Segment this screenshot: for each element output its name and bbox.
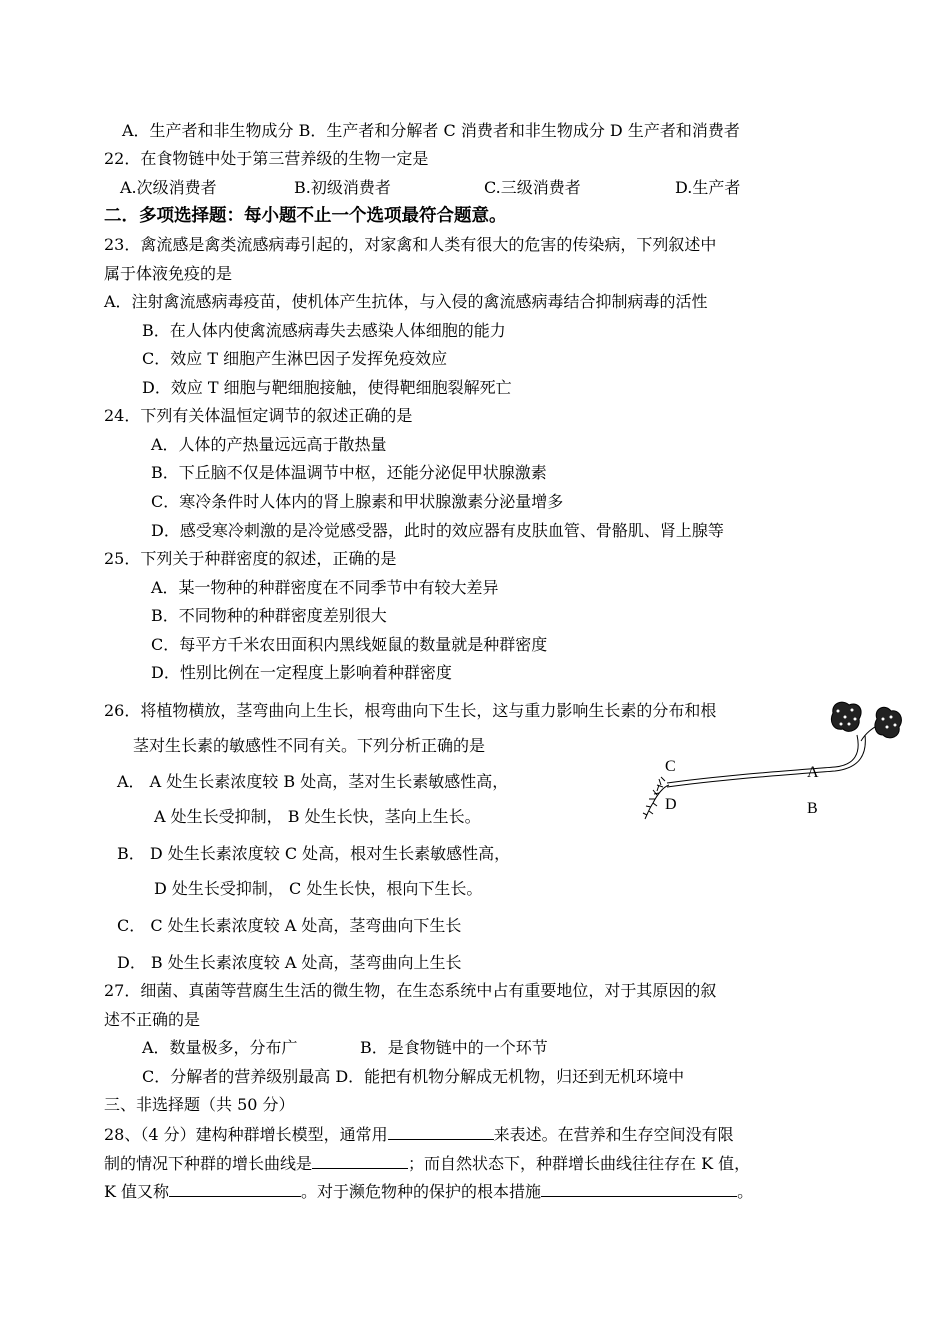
q24-option-c: C．寒冷条件时人体内的肾上腺素和甲状腺激素分泌量增多 [151, 492, 564, 511]
q27-stem-line1: 27．细菌、真菌等营腐生生活的微生物，在生态系统中占有重要地位，对于其原因的叙 [104, 981, 717, 1000]
q28-line1 [104, 1123, 734, 1146]
q26-stem-line2: 茎对生长素的敏感性不同有关。下列分析正确的是 [133, 736, 486, 755]
q28-line1-part2: 来表述。在营养和生存空间没有限 [493, 1125, 734, 1144]
q26-stem-line1: 26．将植物横放，茎弯曲向上生长，根弯曲向下生长，这与重力影响生长素的分布和根 [104, 701, 717, 720]
q23-stem-line2: 属于体液免疫的是 [104, 264, 233, 283]
q27-option-b: B．是食物链中的一个环节 [360, 1038, 548, 1057]
q22-option-d: D.生产者 [675, 178, 741, 197]
q26-option-d: D． B 处生长素浓度较 A 处高，茎弯曲向上生长 [117, 953, 462, 972]
q25-option-c: C．每平方千米农田面积内黑线姬鼠的数量就是种群密度 [151, 635, 548, 654]
q21-options: A．生产者和非生物成分 B．生产者和分解者 C 消费者和非生物成分 D 生产者和消费者 [122, 121, 740, 140]
q26-option-c: C． C 处生长素浓度较 A 处高，茎弯曲向下生长 [117, 916, 462, 935]
q28-line1-part1: 28、（4 分）建构种群增长模型，通常用 [104, 1125, 388, 1144]
q24-option-a: A．人体的产热量远远高于散热量 [151, 435, 387, 454]
q28-line3 [104, 1180, 753, 1203]
q23-option-b: B．在人体内使禽流感病毒失去感染人体细胞的能力 [142, 321, 506, 340]
q26-option-a-line1: A． A 处生长素浓度较 B 处高，茎对生长素敏感性高， [117, 772, 509, 791]
figure-label-a: A [807, 764, 819, 781]
figure-label-d: D [665, 796, 677, 813]
section2-heading: 二．多项选择题：每小题不止一个选项最符合题意。 [104, 206, 507, 226]
q28-line3-part1: K 值又称 [104, 1182, 170, 1201]
q28-blank-3[interactable] [169, 1180, 301, 1197]
q26-option-b-line1: B． D 处生长素浓度较 C 处高，根对生长素敏感性高， [117, 844, 511, 863]
q22-option-a: A.次级消费者 [120, 178, 217, 197]
q27-option-cd: C．分解者的营养级别最高 D．能把有机物分解成无机物，归还到无机环境中 [142, 1067, 685, 1086]
q28-line2-part2: ；而自然状态下，种群增长曲线往往存在 K 值， [408, 1154, 751, 1173]
q25-option-d: D．性别比例在一定程度上影响着种群密度 [151, 663, 452, 682]
q24-stem: 24．下列有关体温恒定调节的叙述正确的是 [104, 406, 413, 425]
q28-blank-1[interactable] [388, 1123, 494, 1140]
q22-option-b: B.初级消费者 [294, 178, 391, 197]
q26-option-a-line2: A 处生长受抑制， B 处生长快，茎向上生长。 [154, 807, 481, 826]
q28-blank-2[interactable] [312, 1152, 408, 1169]
q28-line2 [104, 1152, 750, 1175]
figure-label-c: C [665, 758, 676, 775]
q23-stem-line1: 23．禽流感是禽类流感病毒引起的，对家禽和人类有很大的危害的传染病，下列叙述中 [104, 235, 717, 254]
q22-option-c: C.三级消费者 [484, 178, 581, 197]
q28-line2-part1: 制的情况下种群的增长曲线是 [104, 1154, 313, 1173]
q26-option-b-line2: D 处生长受抑制， C 处生长快，根向下生长。 [154, 879, 483, 898]
q23-option-d: D．效应 T 细胞与靶细胞接触，使得靶细胞裂解死亡 [142, 378, 512, 397]
q28-line3-part2: 。对于濒危物种的保护的根本措施 [301, 1182, 542, 1201]
q27-option-a: A．数量极多，分布广 [142, 1038, 298, 1057]
q24-option-b: B．下丘脑不仅是体温调节中枢，还能分泌促甲状腺激素 [151, 463, 547, 482]
plant-gravitropism-figure [635, 695, 910, 825]
q23-option-c: C．效应 T 细胞产生淋巴因子发挥免疫效应 [142, 349, 448, 368]
figure-label-b: B [807, 800, 818, 817]
q27-stem-line2: 述不正确的是 [104, 1010, 201, 1029]
q25-option-a: A．某一物种的种群密度在不同季节中有较大差异 [151, 578, 499, 597]
q25-option-b: B．不同物种的种群密度差别很大 [151, 606, 387, 625]
q22-stem: 22．在食物链中处于第三营养级的生物一定是 [104, 149, 429, 168]
q24-option-d: D．感受寒冷刺激的是冷觉感受器，此时的效应器有皮肤血管、骨骼肌、肾上腺等 [151, 521, 724, 540]
section3-heading: 三、非选择题（共 50 分） [104, 1095, 295, 1114]
q25-stem: 25．下列关于种群密度的叙述，正确的是 [104, 549, 397, 568]
q28-line3-part3: 。 [737, 1182, 754, 1201]
q23-option-a: A．注射禽流感病毒疫苗，使机体产生抗体，与入侵的禽流感病毒结合抑制病毒的活性 [104, 292, 708, 311]
q28-blank-4[interactable] [541, 1180, 737, 1197]
